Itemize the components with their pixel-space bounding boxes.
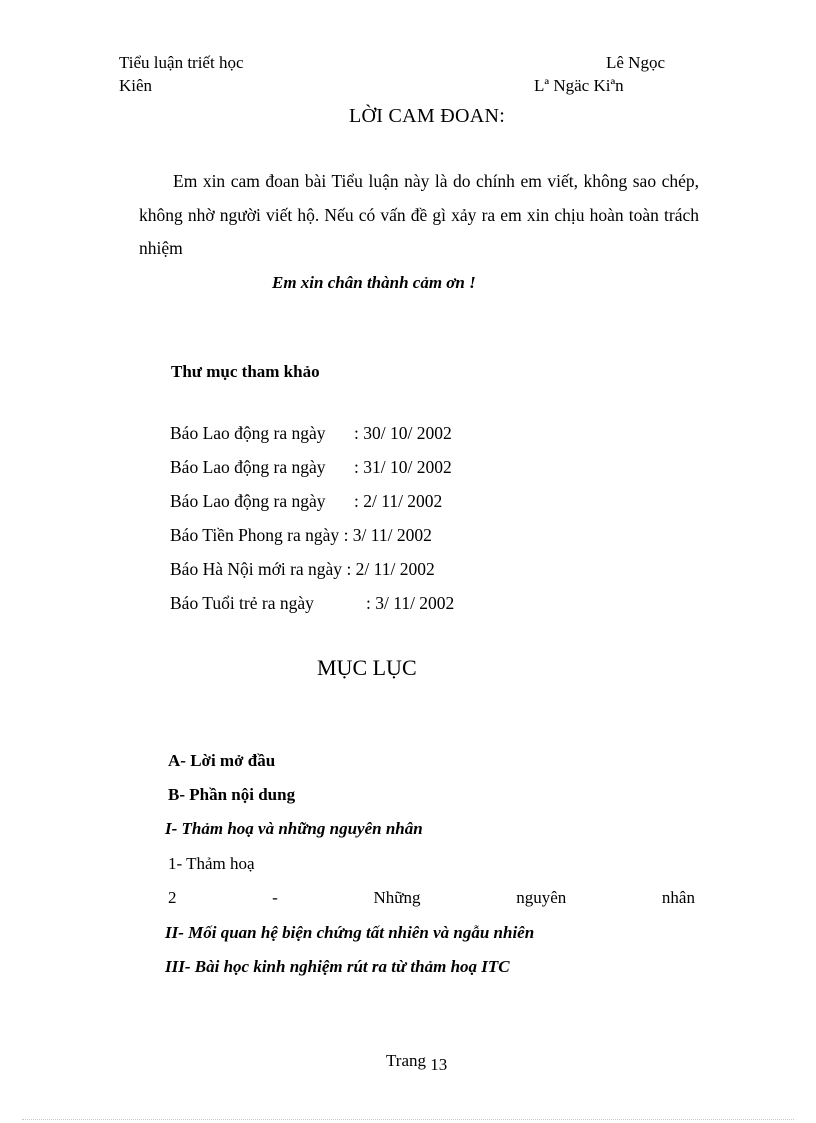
reference-date: : 3/ 11/ 2002 <box>366 593 455 613</box>
toc-item-iii: III- Bài học kinh nghiệm rút ra từ thảm hoạ ITC <box>165 957 510 976</box>
reference-item <box>170 457 452 478</box>
toc-item-2-dash: - <box>272 888 278 907</box>
toc-item-2-word3: nhân <box>661 888 695 907</box>
page-footer <box>386 1051 448 1074</box>
toc-title: MỤC LỤC <box>317 655 417 680</box>
reference-source: Báo Lao động ra ngày <box>170 491 326 511</box>
toc-item-b: B- Phần nội dung <box>168 785 296 804</box>
reference-date: : 2/ 11/ 2002 <box>354 491 443 511</box>
reference-source: Báo Hà Nội mới ra ngày <box>170 559 343 579</box>
reference-item <box>170 491 442 512</box>
declaration-title: LỜI CAM ĐOAN: <box>349 105 506 127</box>
reference-source: Báo Lao động ra ngày <box>170 457 326 477</box>
toc-item-ii: II- Mối quan hệ biện chứng tất nhiên và ngẫu nhiên <box>165 923 535 942</box>
references-title: Thư mục tham khảo <box>171 362 320 381</box>
reference-item <box>170 525 432 546</box>
toc-item-i: I- Thảm hoạ và những nguyên nhân <box>165 819 423 838</box>
toc-item-2-word2: nguyên <box>516 888 567 907</box>
toc-item-1: 1- Thảm hoạ <box>168 854 255 873</box>
thanks-line: Em xin chân thành cảm ơn ! <box>272 273 476 292</box>
header-left-line1: Tiểu luận triết học <box>119 53 244 72</box>
declaration-paragraph <box>139 165 699 266</box>
toc-item-a: A- Lời mở đầu <box>168 751 276 770</box>
declaration-paragraph-text: Em xin cam đoan bài Tiểu luận này là do chính em viết, không sao chép, không nhờ người viết hộ. Nếu có vấn đề gì xảy ra em xin chịu hoàn toàn trách nhiệm <box>139 171 699 258</box>
reference-item <box>170 423 452 444</box>
reference-date: : 30/ 10/ 2002 <box>354 423 452 443</box>
toc-item-2-word1: Những <box>373 888 421 907</box>
bottom-divider <box>22 1119 794 1120</box>
toc-item-2-number: 2 <box>168 888 177 907</box>
reference-source: Báo Tiền Phong ra ngày <box>170 525 340 545</box>
reference-date: : 3/ 11/ 2002 <box>343 525 432 545</box>
reference-date: : 31/ 10/ 2002 <box>354 457 452 477</box>
reference-item <box>170 559 435 580</box>
page-number: 13 <box>430 1055 448 1074</box>
reference-source: Báo Tuổi trẻ ra ngày <box>170 593 314 613</box>
reference-date: : 2/ 11/ 2002 <box>346 559 435 579</box>
reference-source: Báo Lao động ra ngày <box>170 423 326 443</box>
reference-item <box>170 593 454 614</box>
header-right-line2: Lª Ngäc Kiªn <box>534 76 624 95</box>
header-left-line2: Kiên <box>119 76 153 95</box>
page-label: Trang <box>386 1051 426 1070</box>
toc-item-2 <box>168 888 695 908</box>
header-right-line1: Lê Ngọc <box>606 53 666 72</box>
